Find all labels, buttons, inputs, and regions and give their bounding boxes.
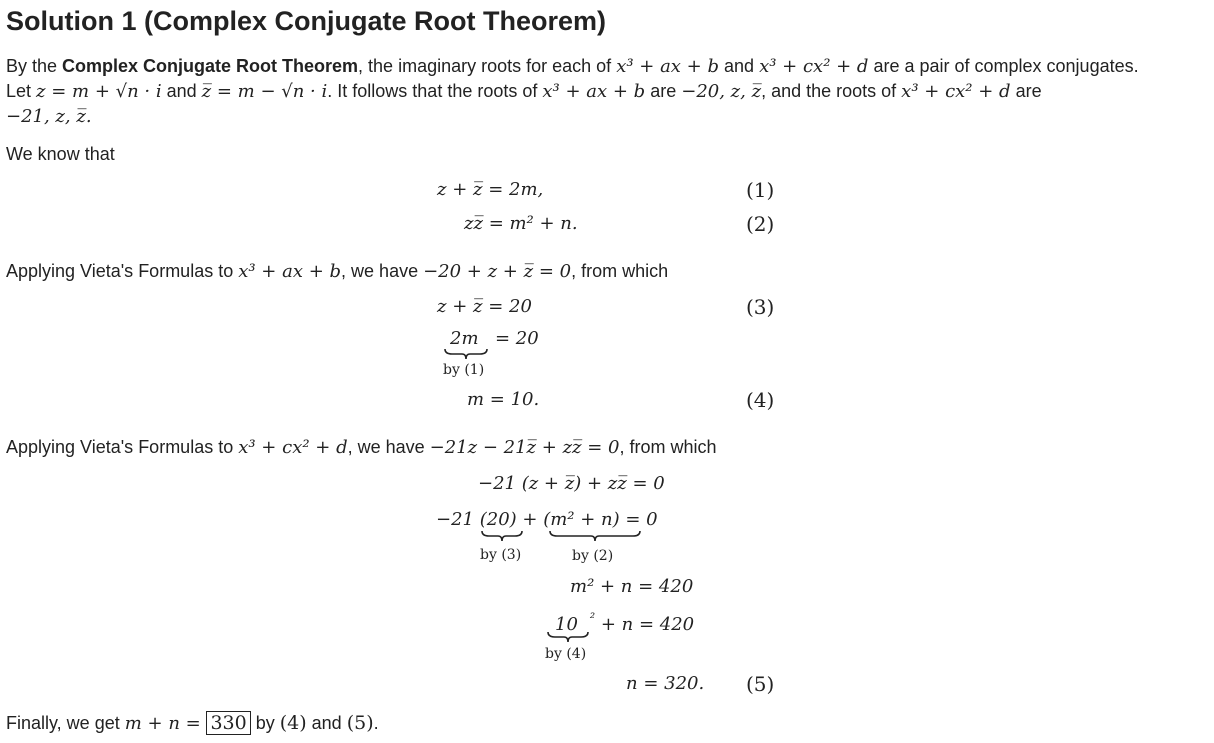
math-z-def: z = m + √n · i <box>36 81 162 102</box>
equation-tag: (2) <box>746 212 775 236</box>
math-expr: m + n = <box>124 713 207 734</box>
underbrace-icon <box>481 530 523 542</box>
underbrace-label: by (2) <box>572 548 614 564</box>
math-zbar-def: z̅ = m − √n · i <box>201 81 328 102</box>
math-expr: −21z − 21z̅ + zz̅ = 0 <box>429 437 620 458</box>
final-text: by <box>250 713 280 733</box>
underbrace-label: by (1) <box>443 362 485 378</box>
intro-text: , the imaginary roots for each of <box>358 56 617 76</box>
intro-text: and <box>719 56 760 76</box>
equation-rhs: = 20 <box>495 328 539 349</box>
vieta-line-1 <box>6 261 668 282</box>
math-roots: −20, z, z̅ <box>681 81 762 102</box>
underbrace-icon <box>547 631 589 643</box>
underbrace-term: 2m <box>450 328 479 349</box>
final-text: Finally, we get <box>6 713 125 733</box>
math-exponent: ² <box>589 611 596 626</box>
math-poly: x³ + ax + b <box>238 261 342 282</box>
equation-ref: (4) <box>279 712 307 734</box>
intro-text: are a pair of complex conjugates. <box>868 56 1139 76</box>
equation-1: z + z̅ = 2m, <box>437 179 544 200</box>
intro-text: are <box>645 81 682 101</box>
equation-tag: (3) <box>746 295 775 319</box>
equation-5: n = 320. <box>626 673 705 694</box>
equation-5a: −21 (z + z̅) + zz̅ = 0 <box>478 473 665 494</box>
final-line <box>6 712 379 734</box>
equation-5c: m² + n = 420 <box>570 576 694 597</box>
solution-title: Solution 1 (Complex Conjugate Root Theorem) <box>6 6 606 36</box>
underbrace-label: by (3) <box>480 547 522 563</box>
intro-text: . It follows that the roots of <box>327 81 543 101</box>
underbrace-icon <box>444 348 488 360</box>
intro-text: and <box>161 81 202 101</box>
answer-box: 330 <box>206 711 250 735</box>
equation-5b <box>436 509 658 530</box>
math-poly: x³ + cx² + d <box>759 56 869 77</box>
intro-text: , and the roots of <box>761 81 902 101</box>
math-poly: x³ + cx² + d <box>238 437 348 458</box>
math-term: + <box>516 509 544 530</box>
vieta-text: Applying Vieta's Formulas to <box>6 437 239 457</box>
equation-4: m = 10. <box>467 389 540 410</box>
equation-3: z + z̅ = 20 <box>437 296 532 317</box>
intro-text: By the <box>6 56 63 76</box>
math-poly: x³ + ax + b <box>616 56 720 77</box>
we-know-text: We know that <box>6 144 115 164</box>
math-term: = 0 <box>619 509 658 530</box>
final-text: . <box>373 713 379 733</box>
vieta-text: , we have <box>341 261 424 281</box>
underbrace-icon <box>549 530 641 542</box>
equation-2: zz̅ = m² + n. <box>464 213 578 234</box>
math-expr: −20 + z + z̅ = 0 <box>423 261 572 282</box>
vieta-text: , from which <box>571 261 669 281</box>
math-poly: x³ + cx² + d <box>901 81 1011 102</box>
final-text: and <box>306 713 347 733</box>
math-roots: −21, z, z̅. <box>6 106 92 127</box>
vieta-line-2 <box>6 437 717 458</box>
vieta-text: , we have <box>347 437 430 457</box>
intro-text: are <box>1010 81 1042 101</box>
intro-line-1 <box>6 56 1139 77</box>
math-poly: x³ + ax + b <box>542 81 646 102</box>
underbrace-term: (m² + n) <box>543 509 620 530</box>
underbrace-term: (20) <box>479 509 517 530</box>
vieta-text: , from which <box>619 437 717 457</box>
vieta-text: Applying Vieta's Formulas to <box>6 261 239 281</box>
math-term: −21 <box>436 509 480 530</box>
equation-ref: (5) <box>346 712 374 734</box>
intro-text: Let <box>6 81 37 101</box>
theorem-name: Complex Conjugate Root Theorem <box>62 56 359 76</box>
math-term: + n = 420 <box>595 614 695 635</box>
intro-line-2 <box>6 81 1042 102</box>
equation-tag: (5) <box>746 672 775 696</box>
equation-tag: (1) <box>746 178 775 202</box>
equation-tag: (4) <box>746 388 775 412</box>
underbrace-label: by (4) <box>545 646 587 662</box>
underbrace-term: 10 <box>555 614 578 635</box>
